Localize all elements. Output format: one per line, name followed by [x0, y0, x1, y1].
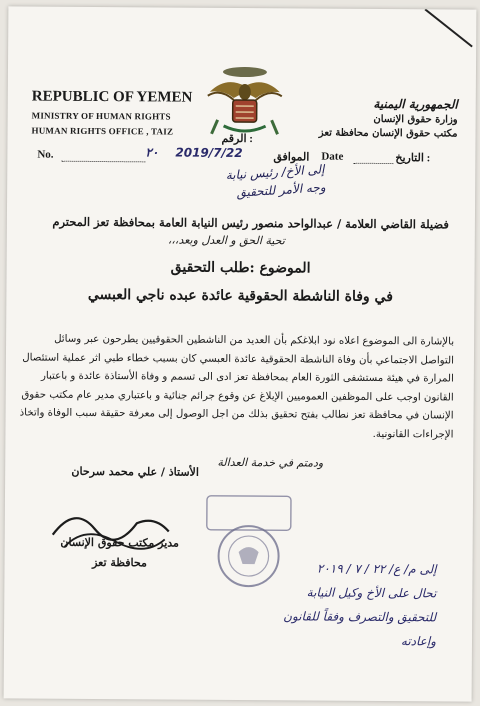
- subject-title: الموضوع :طلب التحقيق: [170, 259, 311, 277]
- closing-line: ودمتم في خدمة العدالة: [217, 455, 324, 470]
- fold-line: [425, 9, 473, 48]
- ref-value: ٢٠: [145, 145, 159, 160]
- handwritten-top-line1: إلى الأخ/ رئيس نيابة: [225, 162, 325, 183]
- addressee-line: فضيلة القاضي العلامة / عبدالواحد منصور رئيس النيابة العامة بمحافظة تعز المحترم: [52, 214, 449, 232]
- no-dots: [61, 161, 145, 163]
- date-dots: [353, 163, 393, 164]
- office-name-ar: مكتب حقوق الإنسان محافظة تعز: [318, 127, 458, 140]
- handwritten-top-line2: وجه الأمر للتحقيق: [236, 180, 326, 200]
- signatory-titles: [44, 533, 194, 574]
- country-name-ar: الجمهورية اليمنية: [373, 96, 458, 112]
- header-right: [288, 96, 458, 139]
- ministry-name-en: MINISTRY OF HUMAN RIGHTS: [31, 110, 171, 122]
- handwritten-date-value: 2019/7/22: [175, 145, 243, 161]
- signatory-title-2: محافظة تعز: [92, 555, 147, 570]
- ref-label-ar: الرقم :: [221, 132, 254, 146]
- handwritten-bottom-line3: للتحقيق والتصرف وفقاً للقانون: [283, 609, 437, 625]
- date-label: Date: [321, 150, 344, 163]
- country-name-en: REPUBLIC OF YEMEN: [31, 88, 193, 106]
- mowafiq-label: الموافق: [273, 151, 310, 164]
- handwritten-instruction: [206, 556, 437, 654]
- header-left: [32, 89, 212, 137]
- signatory-name: الأستاذ / علي محمد سرحان: [71, 464, 199, 479]
- signatory-title-1: مدير مكتب حقوق الإنسان: [60, 535, 180, 550]
- document-page: [4, 6, 477, 701]
- handwritten-bottom-line2: تحال على الأخ وكيل النيابة: [306, 585, 437, 601]
- ministry-name-ar: وزارة حقوق الإنسان: [373, 113, 458, 126]
- yemen-emblem-icon: [205, 62, 284, 146]
- no-label: No.: [37, 148, 54, 161]
- office-name-en: HUMAN RIGHTS OFFICE , TAIZ: [31, 125, 174, 137]
- date-label-ar: التاريخ :: [395, 152, 431, 165]
- handwritten-referral-note: [84, 160, 326, 211]
- subject-detail: في وفاة الناشطة الحقوقية عائدة عبده ناجي العبسي: [87, 286, 393, 306]
- body-paragraph: بالإشارة الى الموضوع اعلاه نود ابلاغكم بأن العديد من الناشطين الحقوقيين يطرحون عبر وسائل التواصل الاجتماعي بأن وفاة الناشطة الحقوقية عائدة العبسي كان بسبب خطاء طبي اثر عملية استئصال المرارة في هيئة مستشفى الثورة العام بمحافظة تعز ادى الى تسمم و وفاة الأستاذة عائدة و باعتبار القانون اوجب على الموظفين العموميين الإبلاغ عن وقوع جرائم جنائية و باعتباري مدير عام مكتب حقوق الإنسان في محافظة تعز نطالب بفتح تحقيق بذلك من اجل الوصول إلى معرفة حقيقة سبب الوفاة واتخاذ الإجراءات القانونية.: [19, 333, 455, 440]
- greeting-line: تحية الحق و العدل وبعد،،،: [167, 233, 285, 248]
- handwritten-bottom-line1: إلى م/ ع/ ٢٢ / ٧ / ٢٠١٩: [316, 561, 437, 577]
- handwritten-bottom-line4: وإعادته: [400, 634, 437, 649]
